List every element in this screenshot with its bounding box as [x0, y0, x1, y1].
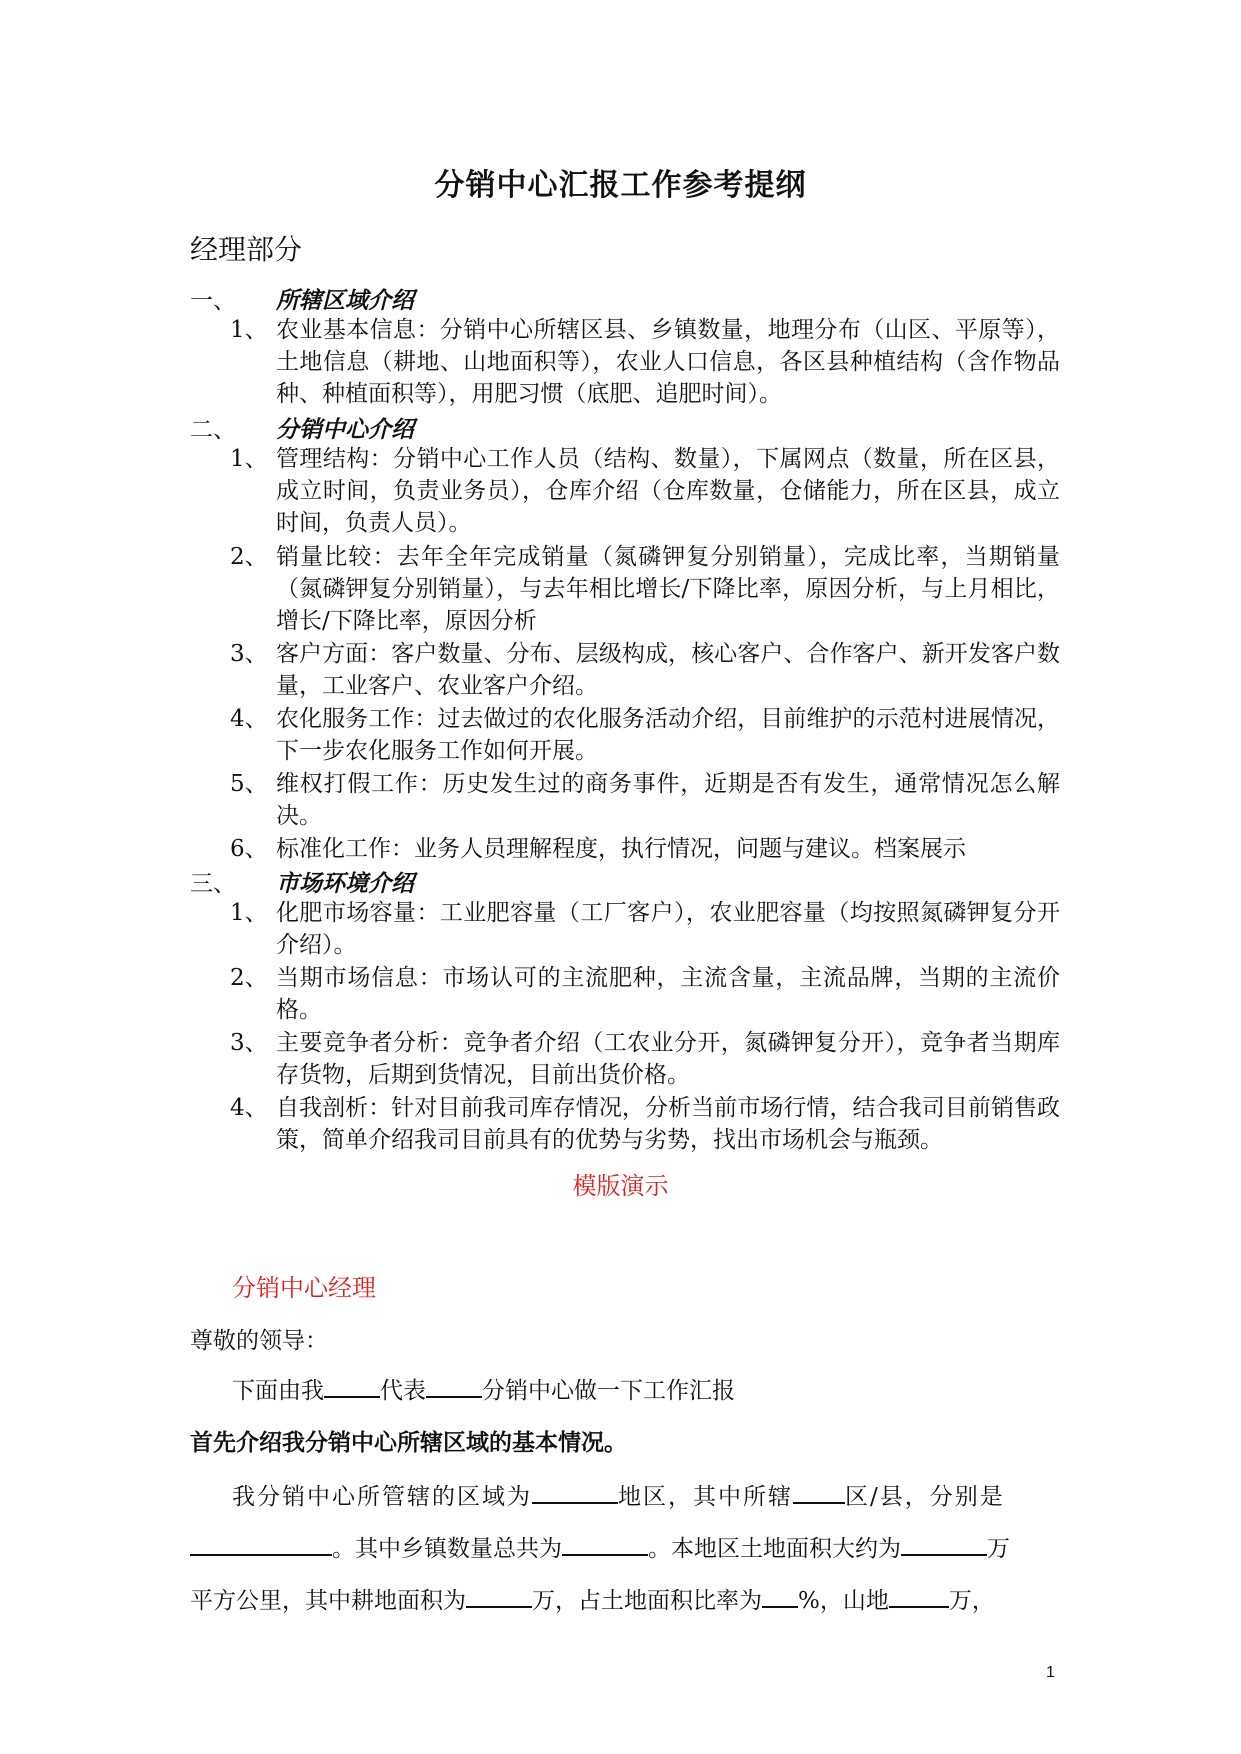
item-number: 6、	[230, 836, 268, 862]
paragraph-line	[232, 1478, 1060, 1511]
list-item	[230, 1092, 1060, 1156]
item-text: 标准化工作：业务人员理解程度，执行情况，问题与建议。档案展示	[276, 836, 966, 862]
list-item	[230, 768, 1060, 832]
item-number: 2、	[230, 965, 268, 991]
blank-field[interactable]	[562, 1532, 648, 1556]
document-title: 分销中心汇报工作参考提纲	[434, 168, 807, 203]
item-number: 4、	[230, 706, 268, 732]
list-item	[230, 833, 1060, 865]
item-number: 3、	[230, 641, 268, 667]
list-item	[230, 443, 1060, 539]
blank-field[interactable]	[426, 1374, 482, 1398]
item-number: 5、	[230, 771, 268, 797]
part-heading: 经理部分	[190, 233, 303, 266]
item-text: 化肥市场容量：工业肥容量（工厂客户），农业肥容量（均按照氮磷钾复分开介绍）。	[276, 900, 1060, 958]
intro-text: 代表	[380, 1378, 426, 1404]
blank-field[interactable]	[762, 1584, 798, 1608]
page-number: 1	[1046, 1664, 1055, 1681]
template-demo-label: 模版演示	[572, 1172, 669, 1200]
section-number: 三、	[190, 871, 236, 897]
section-heading-basic-info: 首先介绍我分销中心所辖区域的基本情况。	[190, 1429, 627, 1456]
paragraph-text: 万，占土地面积比率为	[532, 1588, 762, 1614]
list-item	[230, 1027, 1060, 1091]
item-text: 管理结构：分销中心工作人员（结构、数量），下属网点（数量，所在区县，成立时间，负责业务员），仓库介绍（仓库数量，仓储能力，所在区县，成立时间，负责人员）。	[276, 446, 1060, 536]
blank-field[interactable]	[324, 1374, 380, 1398]
item-text: 农化服务工作：过去做过的农化服务活动介绍，目前维护的示范村进展情况，下一步农化服务工作如何开展。	[276, 706, 1060, 764]
item-number: 1、	[230, 900, 268, 926]
section-title: 分销中心介绍	[276, 416, 414, 443]
item-text: 农业基本信息：分销中心所辖区县、乡镇数量，地理分布（山区、平原等），土地信息（耕地、山地面积等），农业人口信息，各区县种植结构（含作物品种、种植面积等），用肥习惯（底肥、追肥时间）。	[276, 317, 1060, 407]
item-number: 2、	[230, 544, 268, 570]
intro-line	[232, 1372, 735, 1405]
paragraph-text: 万	[987, 1536, 1010, 1562]
item-text: 客户方面：客户数量、分布、层级构成，核心客户、合作客户、新开发客户数量，工业客户、农业客户介绍。	[276, 641, 1060, 699]
section-number: 二、	[190, 417, 236, 443]
item-text: 当期市场信息：市场认可的主流肥种，主流含量，主流品牌，当期的主流价格。	[276, 965, 1060, 1023]
paragraph-text: 地区，其中所辖	[618, 1484, 793, 1510]
paragraph-text: 我分销中心所管辖的区域为	[232, 1484, 532, 1510]
section-heading-3	[190, 865, 414, 898]
paragraph-line	[190, 1582, 1060, 1615]
paragraph-text: 区/县，分别是	[845, 1484, 1005, 1510]
list-item	[230, 314, 1060, 410]
blank-field[interactable]	[190, 1532, 332, 1556]
section-number: 一、	[190, 288, 236, 314]
blank-field[interactable]	[466, 1584, 532, 1608]
list-item	[230, 897, 1060, 961]
item-text: 维权打假工作：历史发生过的商务事件，近期是否有发生，通常情况怎么解决。	[276, 771, 1060, 829]
salutation: 尊敬的领导：	[190, 1328, 328, 1354]
section-heading-1	[190, 282, 414, 315]
item-number: 1、	[230, 446, 268, 472]
list-item	[230, 541, 1060, 637]
section-heading-2	[190, 411, 414, 444]
blank-field[interactable]	[889, 1584, 949, 1608]
item-number: 1、	[230, 317, 268, 343]
list-item	[230, 962, 1060, 1026]
section-title: 市场环境介绍	[276, 870, 414, 897]
item-text: 自我剖析：针对目前我司库存情况，分析当前市场行情，结合我司目前销售政策，简单介绍我司目前具有的优势与劣势，找出市场机会与瓶颈。	[276, 1095, 1060, 1153]
paragraph-text: %，山地	[798, 1588, 889, 1614]
blank-field[interactable]	[793, 1480, 845, 1504]
item-text: 销量比较：去年全年完成销量（氮磷钾复分别销量），完成比率，当期销量（氮磷钾复分别销量），与去年相比增长/下降比率，原因分析，与上月相比，增长/下降比率，原因分析	[276, 544, 1060, 634]
blank-field[interactable]	[901, 1532, 987, 1556]
blank-field[interactable]	[532, 1480, 618, 1504]
paragraph-text: 。其中乡镇数量总共为	[332, 1536, 562, 1562]
paragraph-text: 万，	[948, 1588, 995, 1614]
intro-text: 分销中心做一下工作汇报	[482, 1378, 735, 1404]
paragraph-text: 。本地区土地面积大约为	[648, 1536, 901, 1562]
list-item	[230, 703, 1060, 767]
intro-text: 下面由我	[232, 1378, 324, 1404]
item-text: 主要竞争者分析：竞争者介绍（工农业分开，氮磷钾复分开），竞争者当期库存货物，后期到货情况，目前出货价格。	[276, 1030, 1060, 1088]
paragraph-line	[190, 1530, 1060, 1563]
paragraph-text: 平方公里，其中耕地面积为	[190, 1588, 466, 1614]
list-item	[230, 638, 1060, 702]
manager-label: 分销中心经理	[232, 1274, 376, 1302]
item-number: 3、	[230, 1030, 268, 1056]
section-title: 所辖区域介绍	[276, 287, 414, 314]
item-number: 4、	[230, 1095, 268, 1121]
